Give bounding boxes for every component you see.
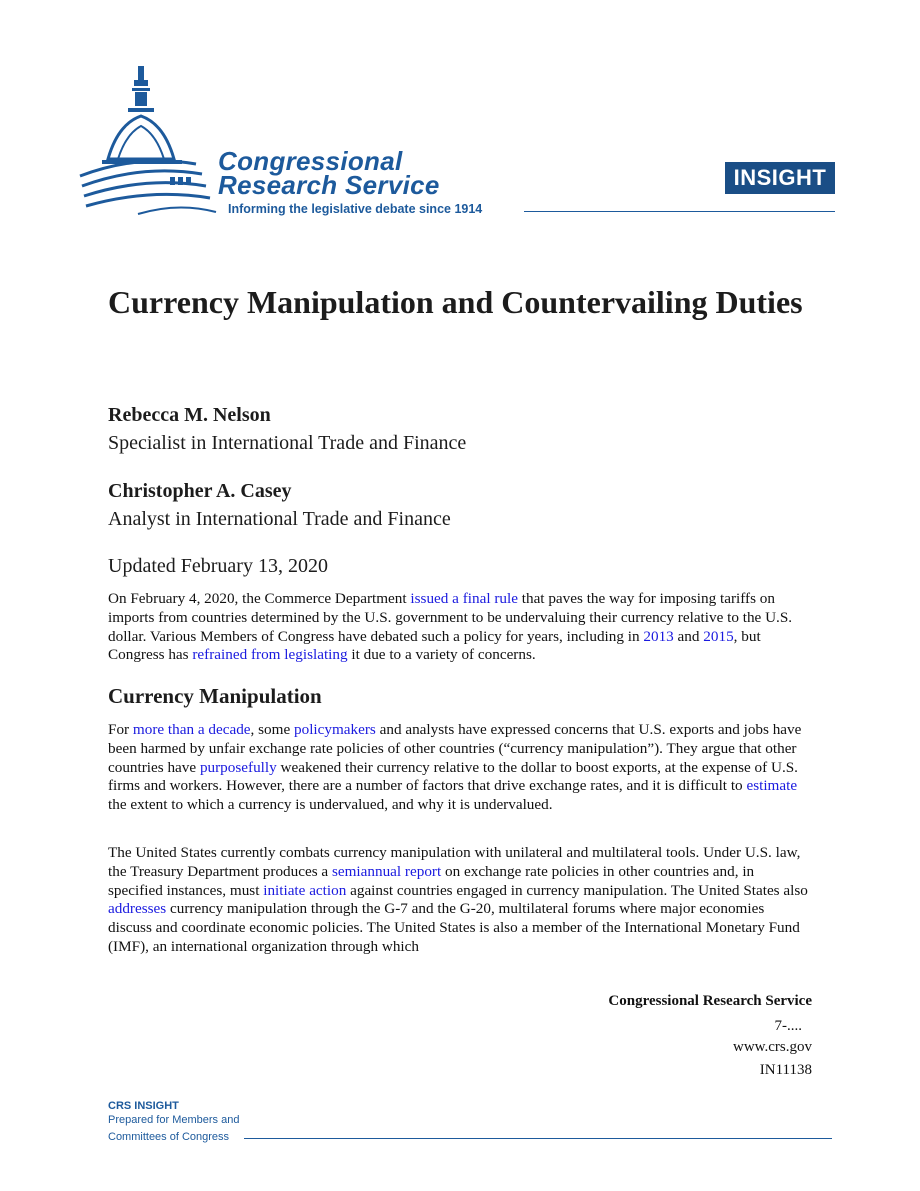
text-run: , some — [250, 721, 294, 738]
footer-committees: Committees of Congress — [108, 1131, 230, 1143]
footer-prepared-for: Prepared for Members and — [108, 1114, 240, 1126]
text-run: it due to a variety of concerns. — [347, 646, 536, 664]
link-estimate[interactable]: estimate — [746, 777, 798, 795]
text-run: on exchange rate policies in other countries and, in specified instances, must — [108, 862, 755, 899]
footer-org-name: Congressional Research Service — [608, 993, 812, 1009]
text-run: and analysts have expressed concerns that U.S. exports and jobs have been harmed by unfair exchange rate policies of other countries (“currency manipulation”). They argue that other countries have — [108, 721, 802, 776]
capitol-dome-icon — [78, 64, 238, 224]
text-run: weakened their currency relative to the dollar to boost exports, at the expense of U.S. firms and workers. However, there are a number of factors that drive exchange rates, and it is difficult to — [108, 758, 798, 795]
document-title: Currency Manipulation and Countervailing Duties — [108, 284, 803, 320]
website-link[interactable]: www.crs.gov — [732, 1039, 812, 1055]
text-run: the extent to which a currency is undervalued, and why it is undervalued. — [108, 796, 553, 814]
text-run: On February 4, 2020, the Commerce Department — [108, 590, 411, 607]
text-run: The United States currently combats currency manipulation with unilateral and multilateral tools. Under U.S. law, the Treasury Department produces a — [108, 844, 801, 880]
link-more-than-a-decade[interactable]: more than a decade — [132, 721, 251, 738]
text-run: against countries engaged in currency manipulation. The United States also — [346, 881, 808, 899]
author-name: Christopher A. Casey — [108, 480, 292, 502]
org-tagline: Informing the legislative debate since 1914 — [228, 202, 483, 216]
text-run: that paves the way for imposing tariffs on imports from countries determined by the U.S. government to be undervaluing their currency relative to the U.S. dollar. Various Members of Congress have debated such a policy for years, including in — [108, 590, 793, 645]
link-refrained[interactable]: refrained from legislating — [192, 646, 348, 664]
header-divider — [524, 211, 835, 212]
author-name: Rebecca M. Nelson — [108, 404, 271, 426]
updated-date: Updated February 13, 2020 — [108, 555, 328, 577]
link-final-rule[interactable]: issued a final rule — [410, 590, 518, 607]
org-name-line1: Congressional — [218, 146, 403, 176]
link-policymakers[interactable]: policymakers — [294, 721, 376, 738]
author-role: Analyst in International Trade and Finance — [108, 508, 451, 530]
org-name-line2: Research Service — [218, 170, 440, 200]
body-paragraph — [108, 721, 808, 815]
text-run: , but Congress has — [108, 627, 761, 664]
link-purposefully[interactable]: purposefully — [199, 758, 277, 776]
link-2015[interactable]: 2015 — [703, 627, 734, 645]
section-heading: Currency Manipulation — [108, 684, 322, 708]
text-run: currency manipulation through the G-7 and the G-20, multilateral forums where major economies discuss and coordinate economic policies. The United States is also a member of the International Monetary Fund (IMF), an international organization through which — [108, 900, 800, 955]
footer-divider — [244, 1138, 832, 1139]
link-initiate-action[interactable]: initiate action — [263, 881, 347, 899]
footer-crs-insight: CRS INSIGHT — [108, 1100, 179, 1112]
body-paragraph — [108, 844, 808, 957]
report-id: IN11138 — [759, 1062, 812, 1078]
report-number: 7-.... — [774, 1018, 802, 1034]
intro-paragraph — [108, 590, 808, 665]
text-run: For — [108, 721, 133, 738]
link-addresses[interactable]: addresses — [108, 900, 167, 918]
link-semiannual-report[interactable]: semiannual report — [331, 862, 442, 880]
link-2013[interactable]: 2013 — [643, 627, 674, 645]
text-run: and — [673, 627, 704, 645]
insight-badge: INSIGHT — [725, 162, 835, 194]
author-role: Specialist in International Trade and Finance — [108, 432, 467, 454]
